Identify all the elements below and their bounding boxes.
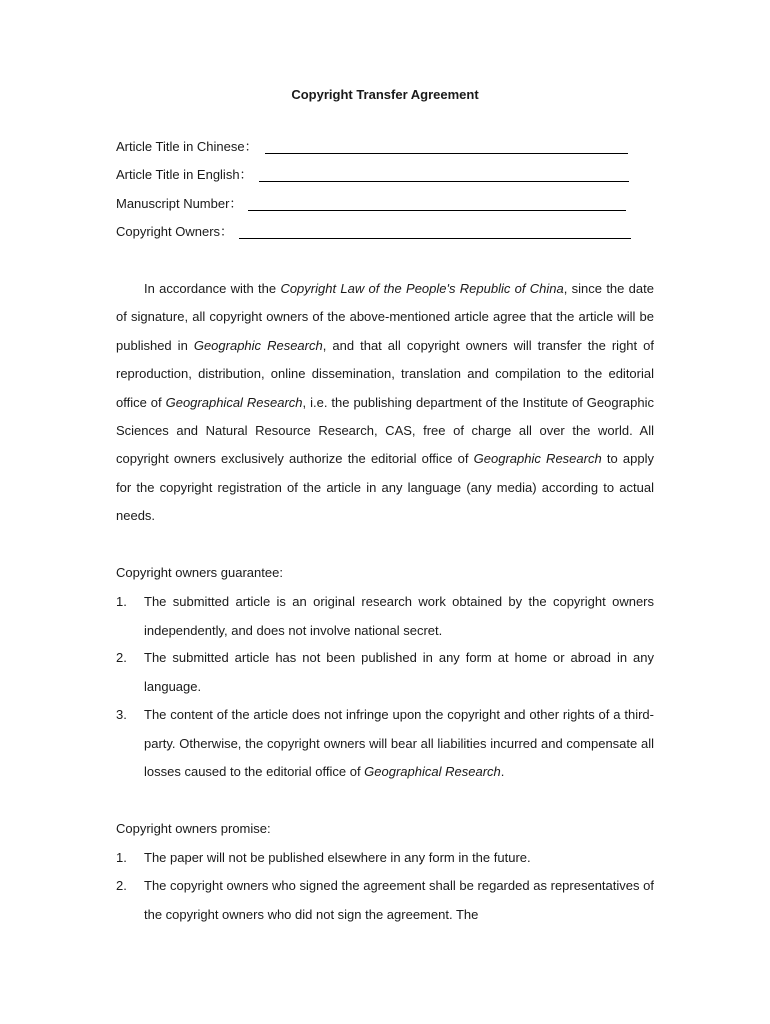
field-label-chinese-title: Article Title in Chinese： [116, 139, 258, 154]
promise-heading: Copyright owners promise: [116, 821, 271, 836]
guarantee-item: 2. The submitted article has not been published in any form at home or abroad in any language. [116, 650, 654, 694]
field-label-copyright-owners: Copyright Owners： [116, 224, 234, 239]
document-title: Copyright Transfer Agreement [291, 87, 479, 102]
field-label-english-title: Article Title in English： [116, 167, 253, 182]
manuscript-number-input-line[interactable] [248, 210, 626, 211]
promise-item: 1. The paper will not be published elsewhere in any form in the future. [116, 850, 531, 865]
guarantee-heading: Copyright owners guarantee: [116, 565, 283, 580]
field-label-manuscript-number: Manuscript Number： [116, 196, 243, 211]
guarantee-item: 3. The content of the article does not infringe upon the copyright and other rights of a third-party. Otherwise, the copyright owners will bear all liabilities incurred and compensate all losses caused to the editorial office of Geographical Research. [116, 707, 654, 780]
guarantee-item: 1. The submitted article is an original research work obtained by the copyright owners independently, and does not involve national secret. [116, 594, 654, 638]
chinese-title-input-line[interactable] [265, 153, 628, 154]
english-title-input-line[interactable] [259, 181, 629, 182]
intro-paragraph: In accordance with the Copyright Law of the People's Republic of China, since the date of signature, all copyright owners of the above-mentioned article agree that the article will be published in Geographic Research, and that all copyright owners will transfer the right of reproduction, distribution, online dissemination, translation and compilation to the editorial office of Geographical Research, i.e. the publishing department of the Institute of Geographic Sciences and Natural Resource Research, CAS, free of charge all over the world. All copyright owners exclusively authorize the editorial office of Geographic Research to apply for the copyright registration of the article in any language (any media) according to actual needs. [116, 281, 655, 524]
promise-item: 2. The copyright owners who signed the agreement shall be regarded as representatives of the copyright owners who did not sign the agreement. The [116, 878, 654, 922]
copyright-owners-input-line[interactable] [239, 238, 631, 239]
